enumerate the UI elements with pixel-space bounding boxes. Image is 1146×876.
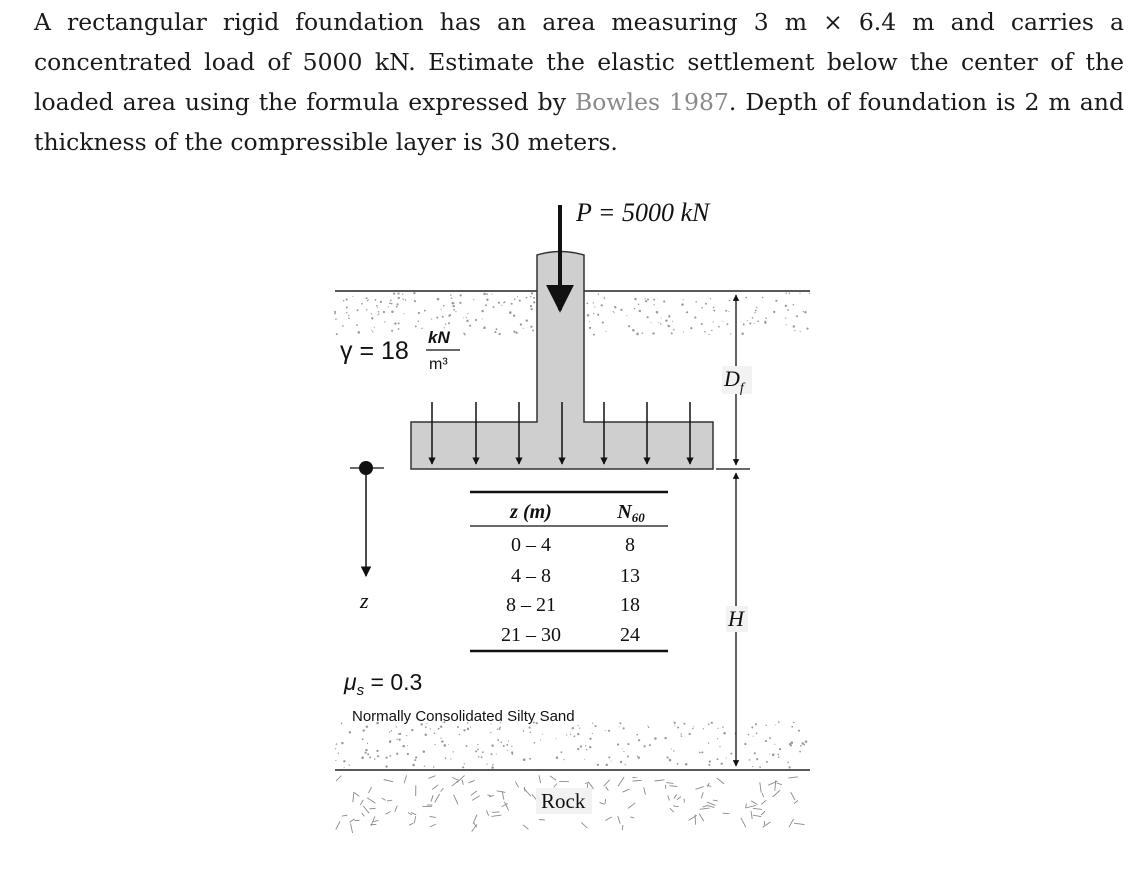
- problem-text-2: . Depth of foundation is 2 m and thickness of the compressible layer is 30 meters.: [34, 88, 1124, 156]
- table-cell-z-3: 21 – 30: [501, 624, 561, 646]
- df-subscript: f: [739, 381, 744, 396]
- z-axis-label: z: [360, 588, 369, 613]
- unit-weight-numerator: kN: [428, 328, 450, 347]
- spt-table: [470, 492, 668, 651]
- table-cell-n-1: 13: [620, 565, 640, 587]
- poisson-ratio-label: [343, 669, 422, 699]
- citation-link[interactable]: Bowles 1987: [575, 88, 729, 116]
- table-cell-z-2: 8 – 21: [506, 594, 556, 616]
- df-symbol: D: [724, 366, 740, 391]
- table-header-z: z (m): [510, 501, 552, 523]
- unit-weight-denominator: m³: [429, 356, 448, 373]
- table-header-n-subscript: 60: [631, 510, 645, 525]
- table-cell-n-3: 24: [620, 624, 640, 646]
- rock-label: Rock: [541, 789, 586, 813]
- poisson-symbol: μ: [344, 669, 357, 695]
- problem-text-1: A rectangular rigid foundation has an area measuring 3 m × 6.4 m and carries a concentrated load of 5000 kN. Estimate the elastic settlement below the center of the loaded area using the formula expressed by: [34, 8, 1124, 116]
- poisson-value: = 0.3: [364, 669, 423, 695]
- h-label: H: [728, 606, 744, 631]
- soil-description: Normally Consolidated Silty Sand: [352, 708, 575, 725]
- table-cell-n-2: 18: [620, 594, 640, 616]
- poisson-subscript: s: [356, 682, 365, 699]
- table-header-n60: [616, 501, 645, 525]
- load-label: P = 5000 kN: [576, 198, 710, 227]
- table-cell-z-1: 4 – 8: [511, 565, 551, 587]
- table-cell-z-0: 0 – 4: [511, 534, 551, 556]
- table-cell-n-0: 8: [625, 534, 635, 556]
- unit-weight-label: γ = 18: [340, 337, 409, 365]
- table-header-n: N: [617, 501, 632, 523]
